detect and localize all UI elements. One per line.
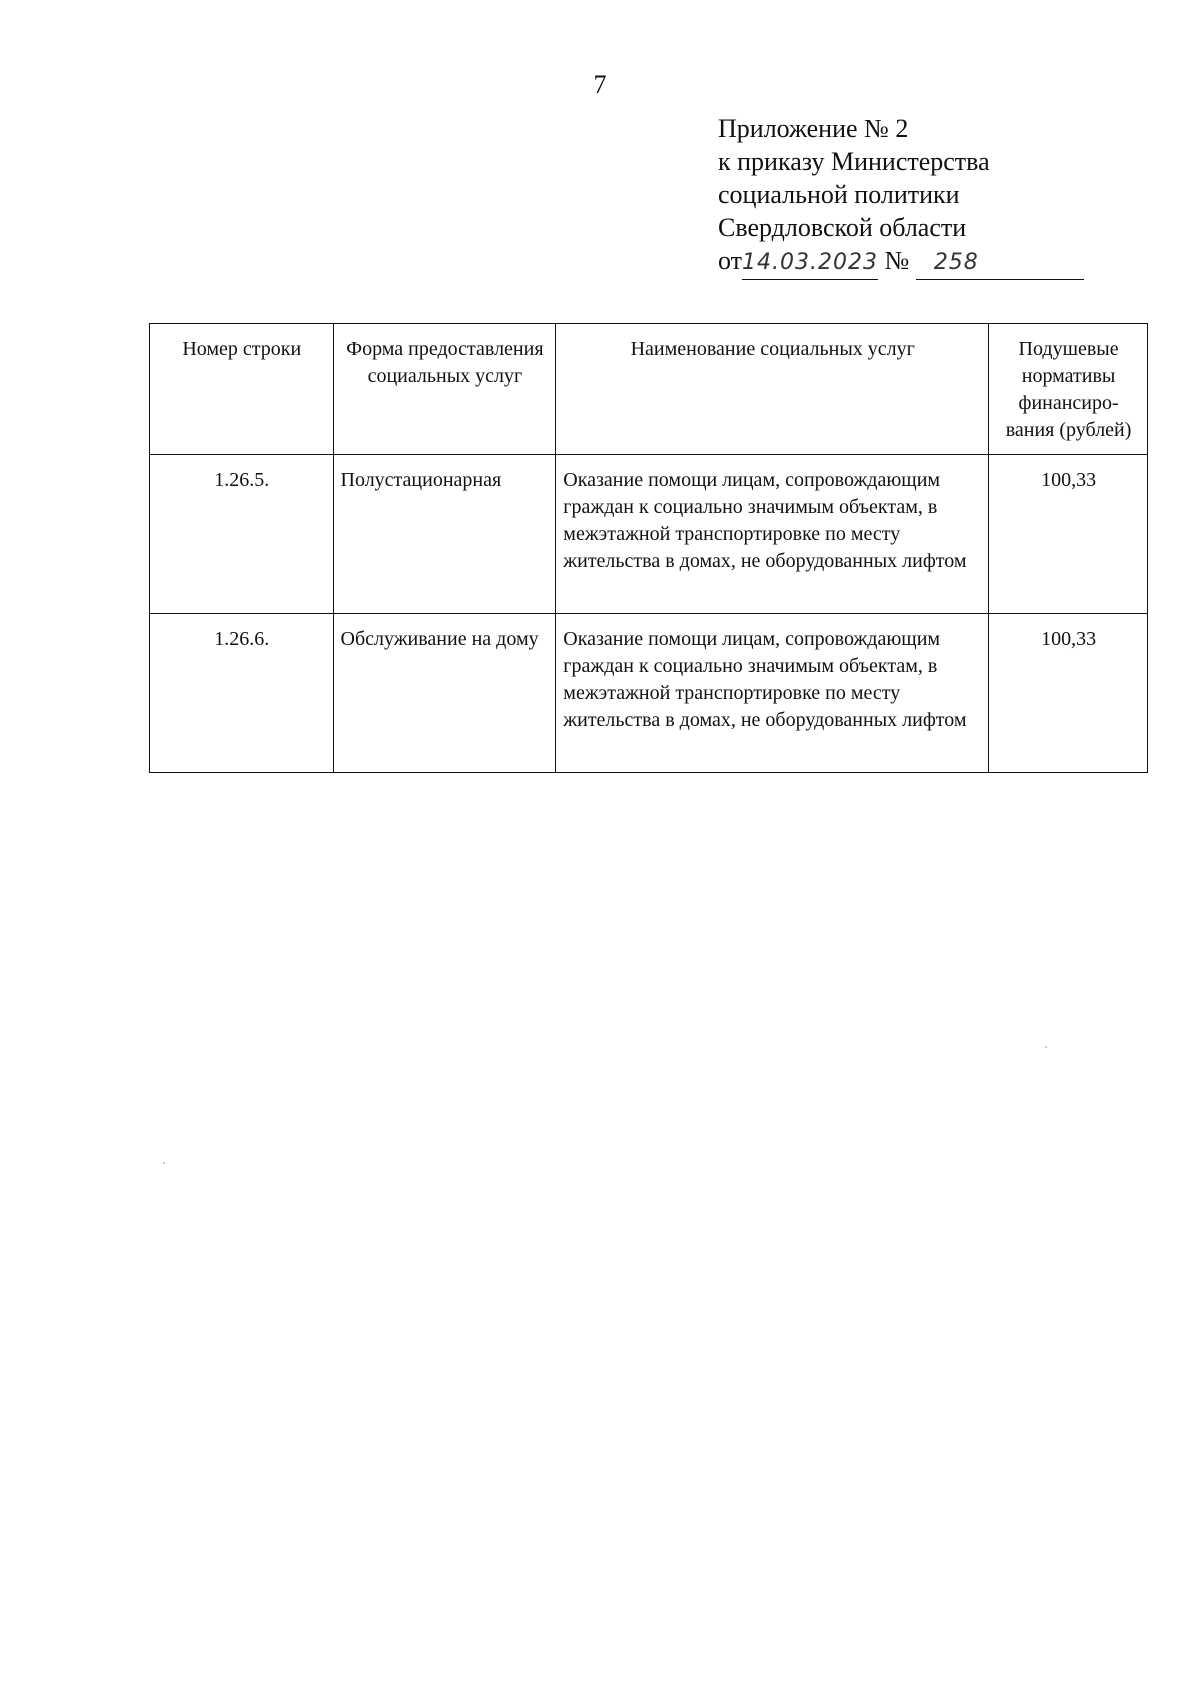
row-value: 100,33 (989, 455, 1148, 614)
row-service: Оказание помощи лицам, сопровождающим граждан к социально значимым объектам, в межэтажной транспортировке по месту жительства в домах, не оборудованных лифтом (556, 614, 989, 773)
header-row-number: Номер строки (150, 324, 334, 455)
appendix-date-line (718, 244, 1084, 280)
appendix-order-line: к приказу Министерства (718, 147, 990, 176)
appendix-title: Приложение № 2 (718, 114, 909, 143)
table-row (150, 614, 1148, 773)
appendix-ministry-line: социальной политики (718, 180, 960, 209)
scan-speck (1045, 1046, 1047, 1048)
number-prefix: № (884, 246, 910, 275)
services-table (149, 323, 1148, 773)
handwritten-number: 258 (916, 244, 1084, 280)
row-service: Оказание помощи лицам, сопровождающим граждан к социально значимым объектам, в межэтажной транспортировке по месту жительства в домах, не оборудованных лифтом (556, 455, 989, 614)
handwritten-date: 14.03.2023 (742, 244, 878, 280)
appendix-region-line: Свердловской области (718, 213, 967, 242)
table-row (150, 455, 1148, 614)
row-value: 100,33 (989, 614, 1148, 773)
row-number: 1.26.5. (150, 455, 334, 614)
header-form: Форма предоставления социальных услуг (333, 324, 556, 455)
page-number: 7 (593, 70, 607, 99)
row-form: Обслуживание на дому (333, 614, 556, 773)
header-funding: Подушевые нормативы финансиро-вания (рублей) (989, 324, 1148, 455)
row-form: Полустационарная (333, 455, 556, 614)
scan-speck (163, 1162, 165, 1164)
appendix-block (718, 112, 1084, 280)
table-header-row (150, 324, 1148, 455)
header-service-name: Наименование социальных услуг (556, 324, 989, 455)
row-number: 1.26.6. (150, 614, 334, 773)
date-prefix: от (718, 246, 743, 275)
